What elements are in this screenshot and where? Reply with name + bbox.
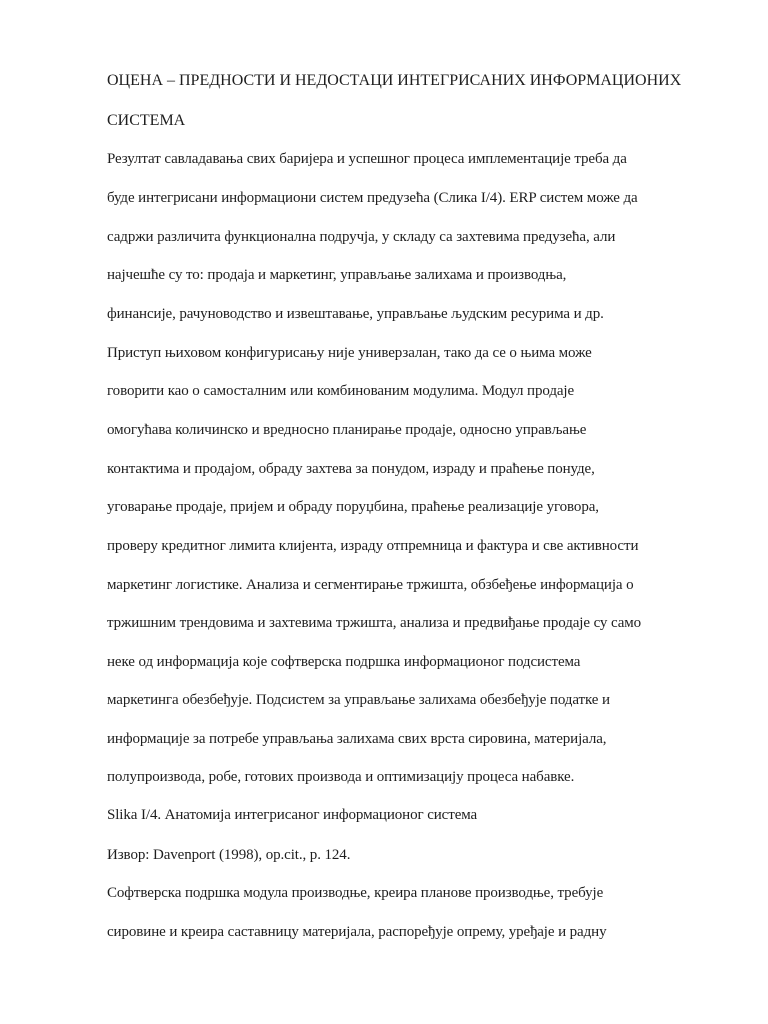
- body-line: информације за потребе управљања залихама свих врста сировина, материјала,: [107, 731, 607, 747]
- body-line: финансије, рачуноводство и извештавање, управљање људским ресурима и др.: [107, 306, 604, 322]
- body-line: говорити као о самосталним или комбинованим модулима. Модул продаје: [107, 383, 575, 399]
- body-line: полупроизвода, робе, готових производа и оптимизацију процеса набавке.: [107, 769, 575, 785]
- body-line: садржи различита функционална подручја, у складу са захтевима предузећа, али: [107, 229, 616, 245]
- body-line: сировине и креира саставницу материјала, распоређује опрему, уређаје и радну: [107, 924, 607, 940]
- body-line: Софтверска подршка модула производње, креира планове производње, требује: [107, 885, 604, 901]
- body-line: буде интегрисани информациони систем предузећа (Слика I/4). ERP систем може да: [107, 190, 638, 206]
- body-line: контактима и продајом, обраду захтева за понудом, израду и праћење понуде,: [107, 461, 595, 477]
- body-line: проверу кредитног лимита клијента, израду отпремница и фактура и све активности: [107, 538, 639, 554]
- body-line: Приступ њиховом конфигурисању није универзалан, тако да се о њима може: [107, 345, 592, 361]
- body-line: Резултат савладавања свих баријера и успешног процеса имплементације треба да: [107, 151, 627, 167]
- body-line: најчешће су то: продаја и маркетинг, управљање залихама и производња,: [107, 267, 567, 283]
- body-line: омогућава количинско и вредносно планирање продаје, односно управљање: [107, 422, 587, 438]
- body-line: неке од информација које софтверска подршка информационог подсистема: [107, 654, 581, 670]
- figure-source: Извор: Davenport (1998), op.cit., p. 124.: [107, 847, 351, 863]
- body-line: уговарање продаје, пријем и обраду поруџбина, праћење реализације уговора,: [107, 499, 599, 515]
- body-line: маркетинг логистике. Анализа и сегментирање тржишта, обзбеђење информација о: [107, 577, 634, 593]
- heading-line-2: СИСТЕМА: [107, 112, 186, 129]
- heading-line-1: ОЦЕНА – ПРЕДНОСТИ И НЕДОСТАЦИ ИНТЕГРИСАНИХ ИНФОРМАЦИОНИХ: [107, 72, 682, 89]
- body-line: маркетинга обезбеђује. Подсистем за управљање залихама обезбеђује податке и: [107, 692, 610, 708]
- figure-caption: Slika I/4. Анатомија интегрисаног информационог система: [107, 807, 478, 823]
- body-line: тржишним трендовима и захтевима тржишта, анализа и предвиђање продаје су само: [107, 615, 642, 631]
